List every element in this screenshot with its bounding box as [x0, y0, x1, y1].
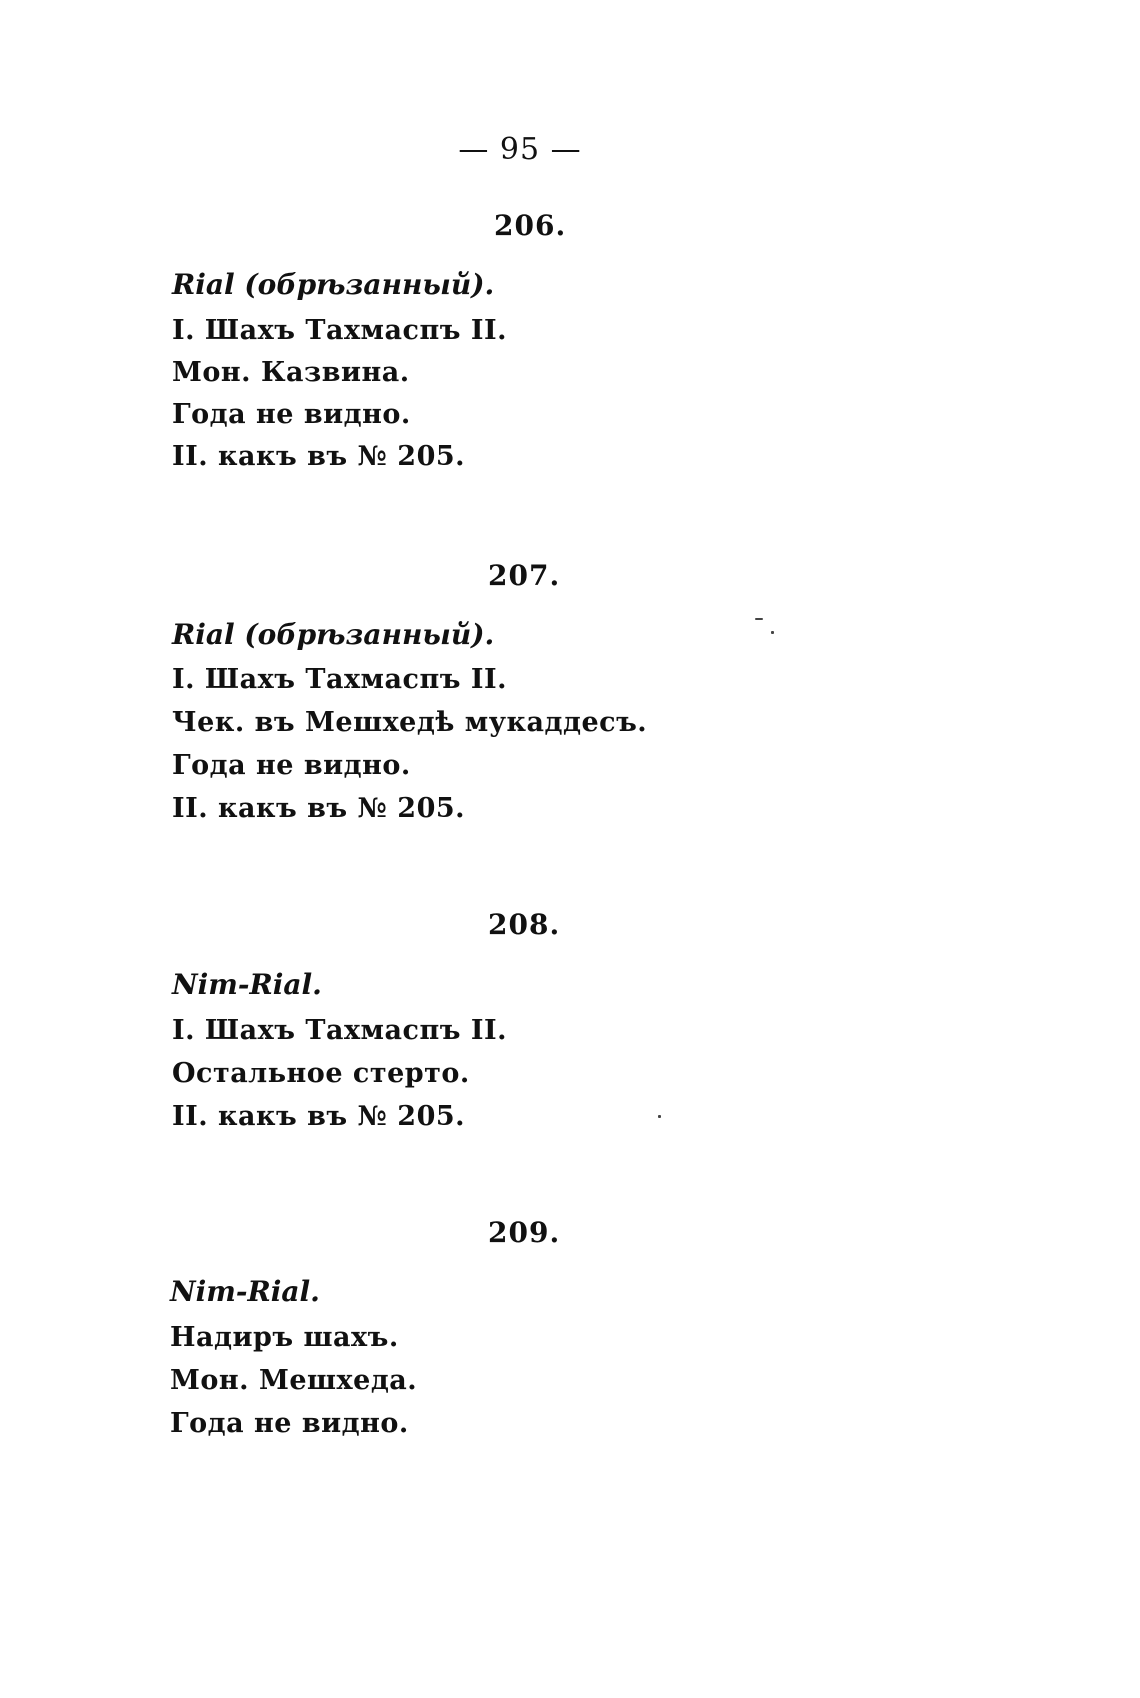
entry-line: II. какъ въ № 205. — [172, 441, 466, 472]
entry-title: Nim-Rial. — [170, 1275, 320, 1308]
entry-line: Мон. Мешхеда. — [170, 1365, 418, 1396]
entry-line: II. какъ въ № 205. — [172, 793, 466, 824]
entry-line: Года не видно. — [172, 750, 411, 781]
entry-line: I. Шахъ Тахмаспъ II. — [172, 1015, 507, 1046]
print-speck — [771, 631, 774, 634]
entry-number: 207. — [488, 559, 561, 592]
entry-line: II. какъ въ № 205. — [172, 1101, 466, 1132]
entry-line: I. Шахъ Тахмаспъ II. — [172, 664, 507, 695]
entry-title: Rial (обрѣзанный). — [172, 618, 495, 651]
entry-line: Остальное стерто. — [172, 1058, 470, 1089]
entry-number: 206. — [494, 209, 567, 242]
print-speck — [658, 1115, 661, 1118]
entry-line: Чек. въ Мешхедѣ мукаддесъ. — [172, 707, 648, 738]
entry-line: Мон. Казвина. — [172, 357, 410, 388]
entry-number: 208. — [488, 908, 561, 941]
entry-number: 209. — [488, 1216, 561, 1249]
entry-line: Года не видно. — [170, 1408, 409, 1439]
entry-line: I. Шахъ Тахмаспъ II. — [172, 315, 507, 346]
entry-line: Года не видно. — [172, 399, 411, 430]
entry-title: Rial (обрѣзанный). — [172, 268, 495, 301]
entry-title: Nim-Rial. — [172, 968, 322, 1001]
print-speck — [755, 618, 763, 620]
entry-line: Надиръ шахъ. — [170, 1322, 399, 1353]
page-number: — 95 — — [458, 132, 582, 167]
